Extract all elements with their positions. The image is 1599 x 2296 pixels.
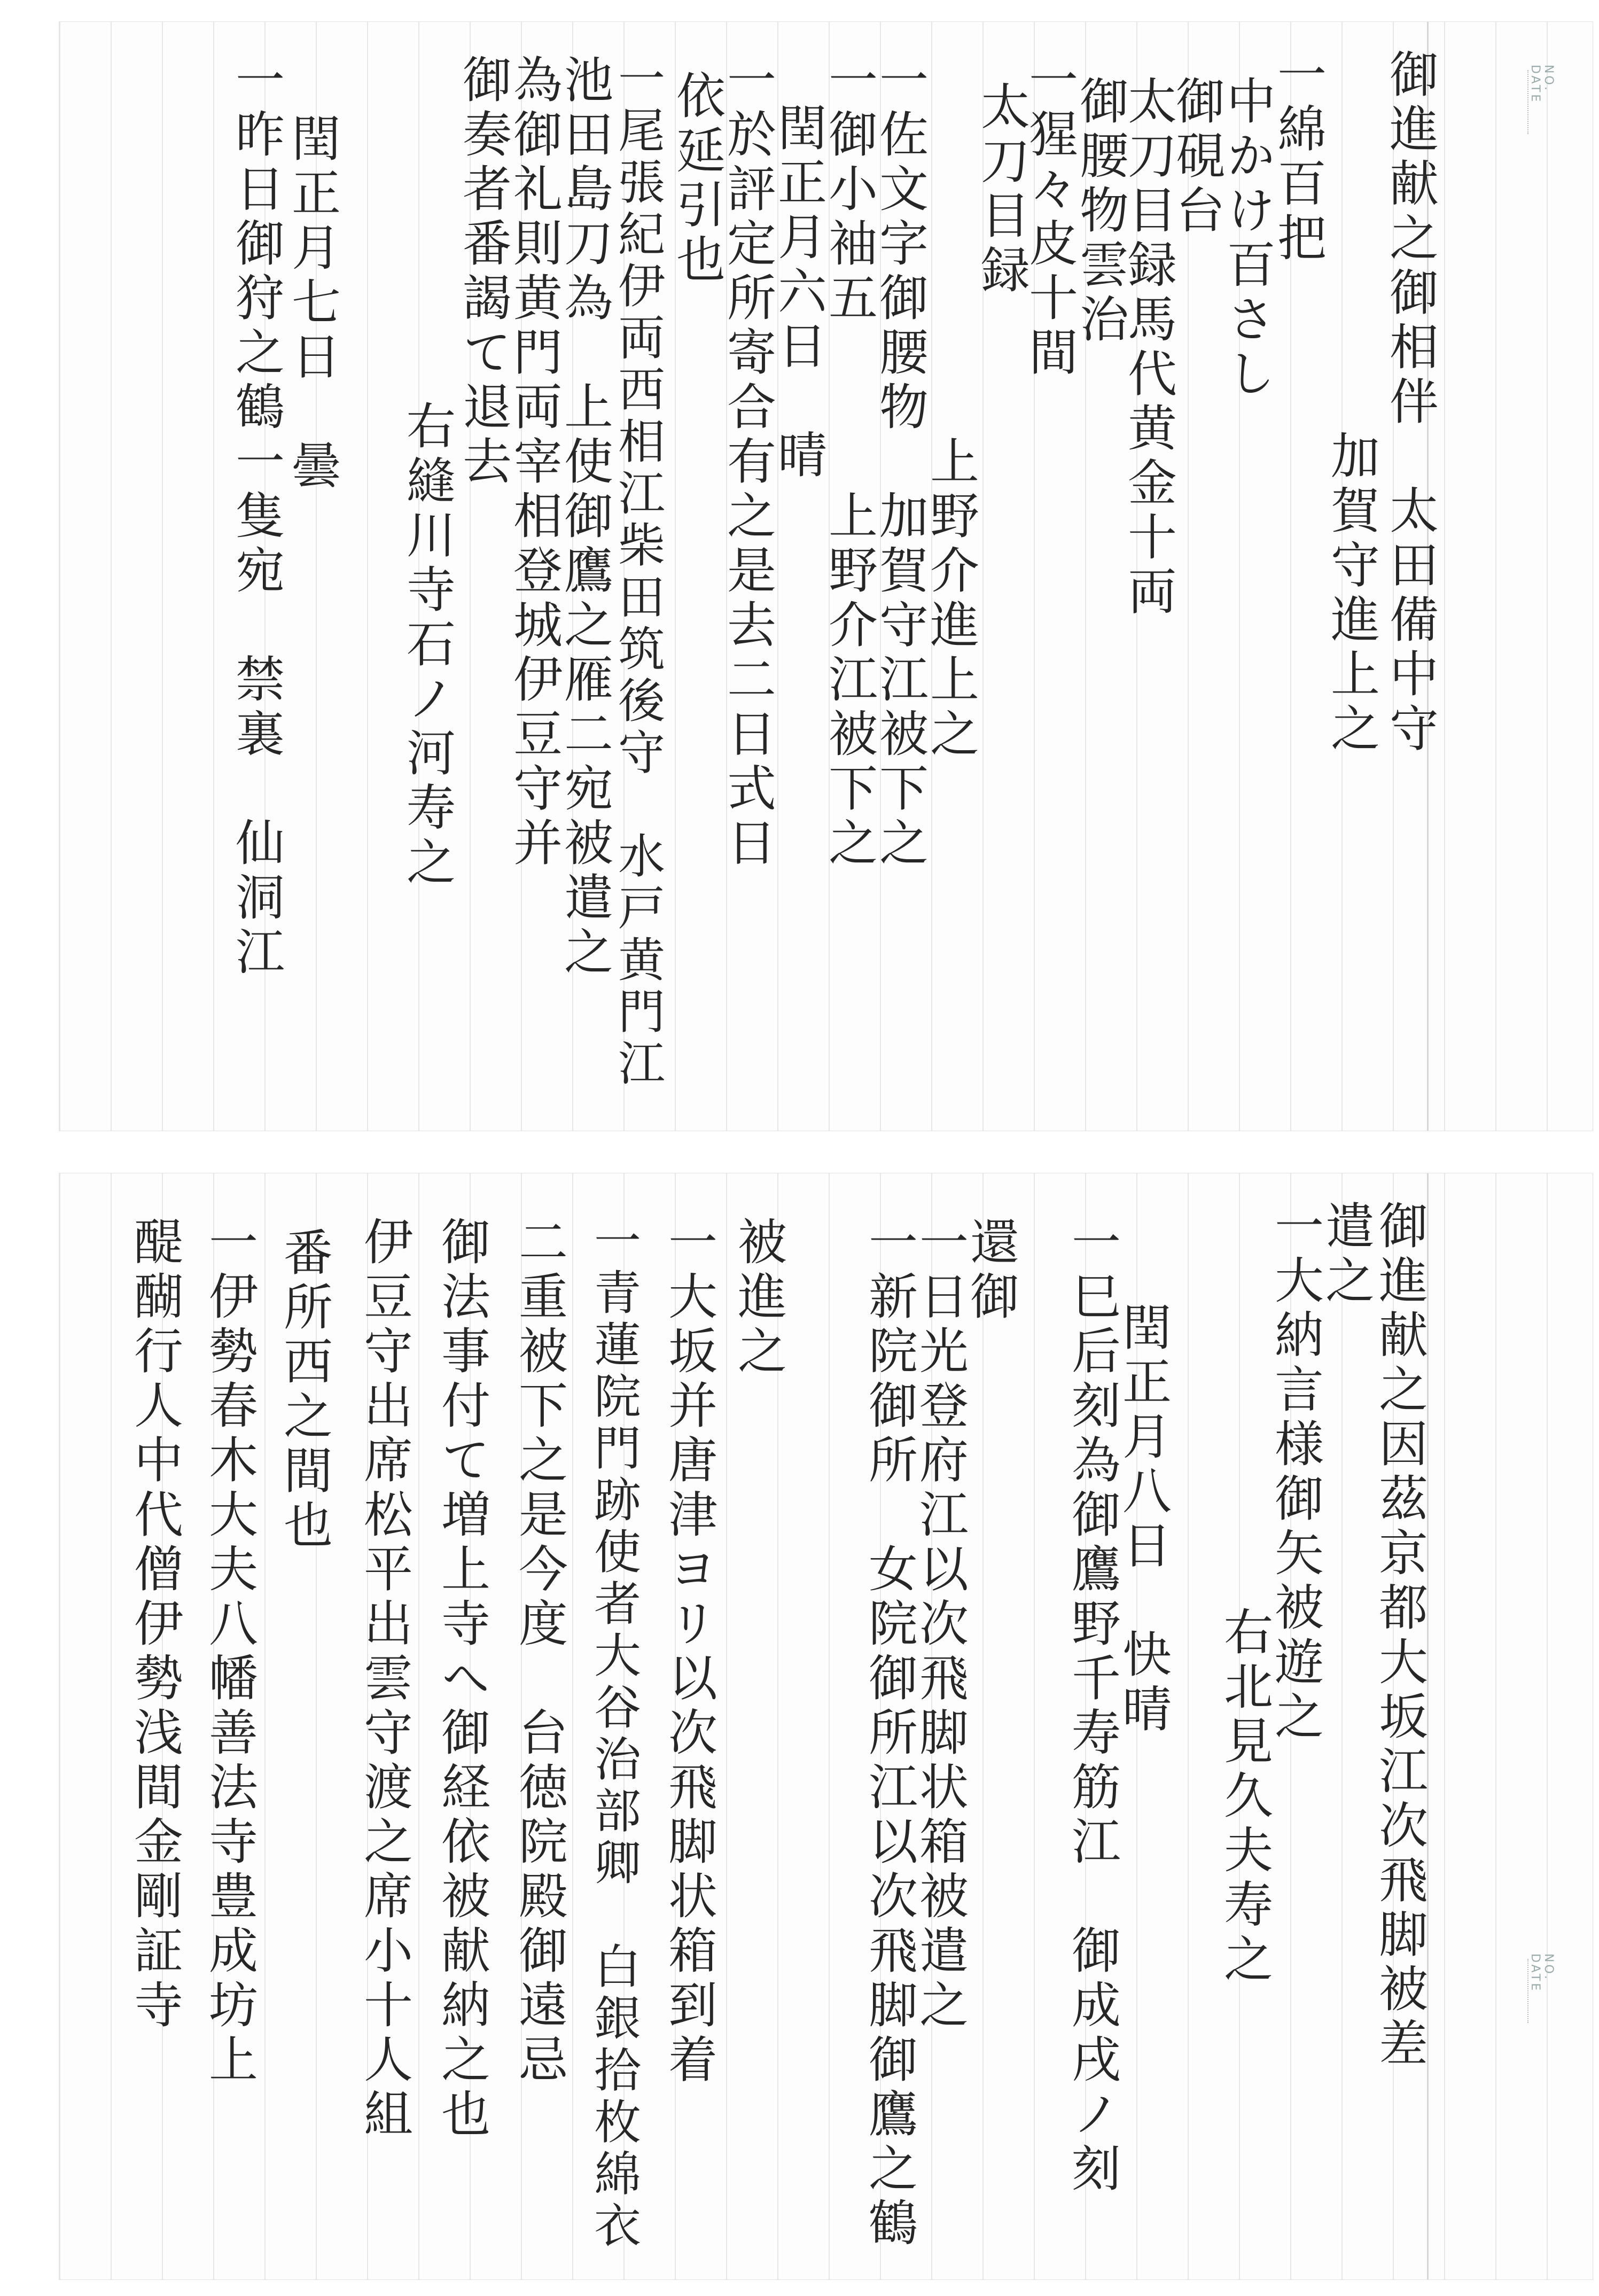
text-column: 一昨日御狩之鶴一隻宛 禁裏 仙洞江 [228,54,285,980]
text-column: 上野介進上之 [922,54,979,762]
date-label: DATE [1528,65,1542,104]
text-column: 御奏者番謁て退去 [455,54,512,490]
text-column: 遣之 [1317,1200,1375,1309]
text-column: 一佐文字御腰物 加賀守江被下之 [871,54,929,871]
text-column: 一大納言様御矢被遊之 [1267,1200,1324,1745]
text-column: 閏正月七日 曇 [284,113,341,494]
text-column: 閏正月六日 晴 [770,102,827,484]
no-label: NO. [1542,1953,1555,1981]
text-column: 一御小袖五 上野介江被下之 [821,54,878,871]
text-column: 被進之 [730,1216,787,1380]
text-column: 醍醐行人中代僧伊勢浅間金剛証寺 [126,1216,183,2034]
text-column: 御法事付て増上寺へ御経依被献納之也 [433,1216,490,2143]
text-column: 閏正月八日 快晴 [1114,1302,1172,1738]
text-column: 中かけ百さし [1219,75,1276,402]
text-column: 右縫川寺石ノ河寿之 [399,182,456,891]
text-column: 御硯台 [1168,75,1225,239]
text-column: 御進献之因茲京都大坂江次飛脚被差 [1371,1200,1428,2072]
text-column: 一青蓮院門跡使者大谷治部卿 白銀拾枚綿衣 [587,1216,642,2253]
date-label: DATE [1528,1953,1542,1993]
notebook-page-bottom [59,1173,1593,2280]
text-column: 一大坂并唐津ヨリ以次飛脚状箱到着 [660,1216,717,2088]
text-column: 御進献之御相伴 太田備中守 [1382,49,1439,757]
text-column: 一於評定所寄合有之是去二日式日 [719,54,776,871]
page-header-labels [1527,65,1555,134]
text-column: 右北見久夫寿之 [1216,1334,1273,1988]
text-column: 御腰物雲治 [1072,75,1129,348]
notebook-page-top [59,21,1593,1131]
text-column: 太刀目録 [973,81,1030,299]
text-column: 番所西之間也 [276,1227,333,1554]
text-column: 還御 [962,1216,1019,1325]
text-column: 伊豆守出席松平出雲守渡之席小十人組 [356,1216,413,2143]
text-column: 一伊勢春木大夫八幡善法寺豊成坊上 [201,1216,258,2088]
text-column: 一綿百把 [1269,49,1327,267]
text-column: 一尾張紀伊両西相江柴田筑後守 水戸黄門江 [611,54,666,1091]
text-column: 太刀目録馬代黄金十両 [1120,75,1177,620]
text-column: 一日光登府江以次飛脚状箱被遣之 [911,1216,969,2034]
text-column: 依延引也 [668,70,726,288]
text-column: 一巳后刻為御鷹野千寿筋江 御成戌ノ刻 [1064,1216,1121,2197]
text-column: 一猩々皮十間 [1021,54,1078,381]
text-column: 為御礼則黄門両宰相登城伊豆守并 [505,54,563,871]
text-column: 加賀守進上之 [1323,49,1380,757]
page-header-labels [1527,1953,1555,2023]
text-column: 一新院御所 女院御所江以次飛脚御鷹之鶴 [861,1216,918,2252]
text-column: 池田島刀為 上使御鷹之雁二宛被遣之 [556,54,613,980]
text-column: 二重被下之是今度 台徳院殿御遠忌 [511,1216,568,2088]
no-label: NO. [1542,65,1555,92]
